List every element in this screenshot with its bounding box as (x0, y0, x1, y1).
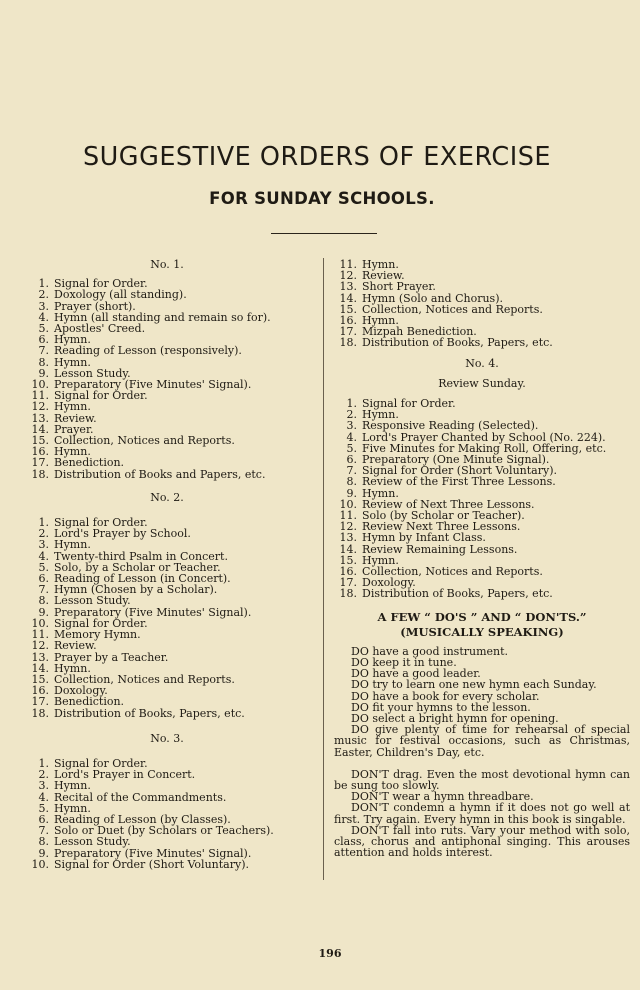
item-number: 3. (346, 419, 357, 433)
item-text: Prayer. (54, 422, 94, 436)
item-text: Distribution of Books, Papers, etc. (54, 706, 245, 720)
left-column (22, 259, 312, 870)
item-text: Responsive Reading (Selected). (362, 419, 539, 433)
item-number: 9. (346, 486, 357, 500)
list-item (22, 640, 312, 651)
item-number: 10. (31, 857, 49, 871)
item-number: 2. (38, 288, 49, 302)
item-text: Lord's Prayer in Concert. (54, 768, 196, 782)
list-item (22, 595, 312, 606)
item-text: Distribution of Books, Papers, etc. (362, 587, 553, 601)
item-text: Hymn. (54, 355, 91, 369)
section-heading: No. 2. (150, 490, 184, 504)
item-text: Doxology. (54, 684, 108, 698)
item-text: Hymn. (54, 801, 91, 815)
item-text: Review. (54, 639, 97, 653)
item-number: 8. (38, 594, 49, 608)
dos-paragraph: DO give plenty of time for rehearsal of special music for festival occasions, such as Christmas, Easter, Children's Day, etc. (334, 723, 630, 759)
order-section-2 (22, 492, 312, 719)
item-text: Reading of Lesson (responsively). (54, 344, 242, 358)
item-text: Benediction. (54, 456, 125, 470)
section-heading: No. 1. (150, 258, 184, 271)
list-item (22, 539, 312, 550)
item-text: Memory Hymn. (54, 628, 141, 642)
section-subheading: Review Sunday. (438, 376, 526, 390)
list-item: DO fit your hymns to the lesson. (351, 700, 531, 714)
item-number: 10. (339, 497, 357, 511)
list-item (334, 281, 630, 292)
item-number: 9. (38, 605, 49, 619)
section-heading: No. 3. (150, 731, 184, 745)
item-number: 8. (38, 355, 49, 369)
item-text: Doxology. (362, 576, 416, 590)
item-text: Collection, Notices and Reports. (54, 434, 235, 448)
item-number: 6. (38, 333, 49, 347)
item-number: 12. (31, 639, 49, 653)
item-text: Apostles' Creed. (54, 322, 146, 336)
order-list-continued (334, 259, 630, 349)
item-number: 10. (31, 616, 49, 630)
order-section-4 (334, 358, 630, 600)
item-text: Short Prayer. (362, 280, 436, 294)
list-item: DO have a book for every scholar. (351, 689, 540, 703)
item-text: Signal for Order (Short Voluntary). (54, 857, 249, 871)
item-text: Review of the First Three Lessons. (362, 475, 556, 489)
list-item: DO try to learn one new hymn each Sunday. (351, 678, 597, 692)
list-item (334, 476, 630, 487)
item-text: Solo (by Scholar or Teacher). (362, 509, 525, 523)
item-number: 15. (31, 672, 49, 686)
item-text: Signal for Order. (362, 397, 456, 411)
item-number: 6. (38, 572, 49, 586)
item-text: Hymn (all standing and remain so for). (54, 310, 271, 324)
item-number: 17. (339, 576, 357, 590)
item-text: Preparatory (One Minute Signal). (362, 453, 550, 467)
item-text: Distribution of Books and Papers, etc. (54, 467, 266, 481)
item-number: 12. (31, 400, 49, 414)
item-text: Collection, Notices and Reports. (362, 565, 543, 579)
item-number: 17. (339, 325, 357, 339)
item-text: Lesson Study. (54, 835, 131, 849)
item-number: 14. (31, 661, 49, 675)
item-text: Hymn. (54, 661, 91, 675)
item-text: Hymn. (362, 486, 399, 500)
item-number: 3. (38, 538, 49, 552)
item-number: 5. (346, 441, 357, 455)
item-text: Mizpah Benediction. (362, 325, 477, 339)
order-list (22, 517, 312, 719)
dos-list (334, 646, 630, 724)
order-list (22, 758, 312, 870)
list-item (22, 469, 312, 480)
item-text: Hymn by Infant Class. (362, 531, 486, 545)
item-number: 2. (38, 527, 49, 541)
right-column (334, 259, 630, 858)
donts-paragraph: DON'T drag. Even the most devotional hymn can be sung too slowly. (334, 767, 630, 792)
item-text: Hymn. (54, 538, 91, 552)
item-text: Hymn. (362, 553, 399, 567)
list-item (22, 345, 312, 356)
item-number: 15. (339, 553, 357, 567)
item-text: Preparatory (Five Minutes' Signal). (54, 846, 252, 860)
item-number: 4. (38, 310, 49, 324)
item-number: 5. (38, 801, 49, 815)
list-item (22, 696, 312, 707)
item-text: Doxology (all standing). (54, 288, 187, 302)
item-text: Hymn (Solo and Chorus). (362, 291, 503, 305)
item-text: Lesson Study. (54, 594, 131, 608)
list-item (22, 859, 312, 870)
item-text: Lord's Prayer by School. (54, 527, 191, 541)
item-number: 7. (346, 464, 357, 478)
item-number: 3. (38, 299, 49, 313)
item-number: 18. (31, 706, 49, 720)
item-number: 4. (38, 790, 49, 804)
item-text: Hymn. (54, 400, 91, 414)
item-text: Prayer (short). (54, 299, 136, 313)
item-number: 1. (38, 277, 49, 291)
item-number: 14. (31, 422, 49, 436)
item-text: Lord's Prayer Chanted by School (No. 224). (362, 430, 606, 444)
list-item (334, 532, 630, 543)
item-number: 6. (346, 453, 357, 467)
item-text: Hymn. (362, 408, 399, 422)
item-text: Signal for Order. (54, 616, 148, 630)
item-number: 17. (31, 456, 49, 470)
page-title: SUGGESTIVE ORDERS OF EXERCISE (82, 142, 552, 172)
item-text: Lesson Study. (54, 366, 131, 380)
item-number: 13. (31, 411, 49, 425)
order-section-1 (22, 259, 312, 480)
item-text: Twenty-third Psalm in Concert. (54, 549, 228, 563)
item-number: 15. (339, 302, 357, 316)
item-text: Review Remaining Lessons. (362, 542, 518, 556)
item-text: Hymn. (54, 445, 91, 459)
item-text: Hymn (Chosen by a Scholar). (54, 583, 218, 597)
title-rule (271, 233, 377, 234)
item-text: Signal for Order. (54, 389, 148, 403)
item-number: 11. (339, 509, 357, 523)
item-number: 18. (339, 587, 357, 601)
item-number: 16. (31, 445, 49, 459)
list-item (334, 588, 630, 599)
order-section-3 (22, 733, 312, 870)
item-number: 5. (38, 322, 49, 336)
item-number: 1. (38, 516, 49, 530)
item-text: Collection, Notices and Reports. (362, 302, 543, 316)
page-subtitle: FOR SUNDAY SCHOOLS. (209, 189, 435, 208)
list-item (22, 780, 312, 791)
item-number: 16. (339, 565, 357, 579)
item-number: 7. (38, 824, 49, 838)
item-number: 14. (339, 542, 357, 556)
item-number: 14. (339, 291, 357, 305)
item-number: 7. (38, 344, 49, 358)
item-number: 17. (31, 695, 49, 709)
list-item (334, 337, 630, 348)
item-text: Reading of Lesson (by Classes). (54, 812, 231, 826)
item-text: Preparatory (Five Minutes' Signal). (54, 605, 252, 619)
list-item (22, 457, 312, 468)
dos-subheading: (MUSICALLY SPEAKING) (400, 624, 564, 639)
list-item (22, 289, 312, 300)
item-number: 6. (38, 812, 49, 826)
item-number: 8. (38, 835, 49, 849)
item-number: 1. (346, 397, 357, 411)
dos-and-donts (334, 610, 630, 859)
item-text: Prayer by a Teacher. (54, 650, 169, 664)
order-list (334, 398, 630, 600)
item-text: Solo or Duet (by Scholars or Teachers). (54, 824, 274, 838)
order-list (22, 278, 312, 480)
item-text: Hymn. (362, 314, 399, 328)
item-text: Reading of Lesson (in Concert). (54, 572, 231, 586)
item-number: 7. (38, 583, 49, 597)
item-number: 5. (38, 560, 49, 574)
donts-paragraph: DON'T fall into ruts. Vary your method with solo, class, chorus and antiphonal singing. This arouses attention and holds interest. (334, 823, 630, 860)
item-number: 15. (31, 434, 49, 448)
item-number: 1. (38, 756, 49, 770)
item-number: 12. (339, 520, 357, 534)
item-text: Review. (362, 269, 405, 283)
item-number: 13. (339, 531, 357, 545)
item-text: Hymn. (54, 333, 91, 347)
page-number: 196 (318, 947, 342, 960)
item-number: 18. (339, 336, 357, 350)
donts-paragraph: DON'T wear a hymn threadbare. (351, 790, 534, 804)
list-item (22, 708, 312, 719)
item-text: Hymn. (362, 258, 399, 271)
list-item: DO have a good leader. (351, 667, 481, 681)
item-text: Five Minutes for Making Roll, Offering, etc. (362, 441, 607, 455)
donts-paragraph: DON'T condemn a hymn if it does not go well at first. Try again. Every hymn in this book is singable. (334, 801, 630, 826)
item-number: 11. (31, 389, 49, 403)
item-number: 4. (346, 430, 357, 444)
item-number: 3. (38, 779, 49, 793)
item-number: 9. (38, 366, 49, 380)
item-text: Recital of the Commandments. (54, 790, 227, 804)
item-text: Review. (54, 411, 97, 425)
item-text: Hymn. (54, 779, 91, 793)
item-number: 4. (38, 549, 49, 563)
item-text: Preparatory (Five Minutes' Signal). (54, 378, 252, 392)
column-divider (323, 258, 324, 880)
list-item: DO select a bright hymn for opening. (351, 711, 559, 725)
item-number: 11. (31, 628, 49, 642)
section-heading: No. 4. (465, 356, 499, 370)
item-number: 18. (31, 467, 49, 481)
item-number: 9. (38, 846, 49, 860)
list-item: DO have a good instrument. (351, 644, 509, 658)
item-text: Benediction. (54, 695, 125, 709)
item-number: 2. (38, 768, 49, 782)
list-item: DO keep it in tune. (351, 655, 457, 669)
item-text: Signal for Order. (54, 277, 148, 291)
item-text: Signal for Order. (54, 756, 148, 770)
item-text: Signal for Order (Short Voluntary). (362, 464, 557, 478)
list-item (22, 401, 312, 412)
item-text: Review of Next Three Lessons. (362, 497, 535, 511)
item-number: 2. (346, 408, 357, 422)
item-text: Signal for Order. (54, 516, 148, 530)
dos-heading: A FEW “ DO'S ” AND “ DON'TS.” (377, 609, 587, 624)
item-text: Review Next Three Lessons. (362, 520, 521, 534)
item-number: 10. (31, 378, 49, 392)
item-number: 16. (339, 314, 357, 328)
item-text: Collection, Notices and Reports. (54, 672, 235, 686)
item-number: 8. (346, 475, 357, 489)
item-text: Solo, by a Scholar or Teacher. (54, 560, 221, 574)
list-item (334, 420, 630, 431)
list-item (22, 836, 312, 847)
item-text: Distribution of Books, Papers, etc. (362, 336, 553, 350)
item-number: 13. (339, 280, 357, 294)
item-number: 12. (339, 269, 357, 283)
item-number: 11. (339, 258, 357, 271)
item-number: 16. (31, 684, 49, 698)
item-number: 13. (31, 650, 49, 664)
